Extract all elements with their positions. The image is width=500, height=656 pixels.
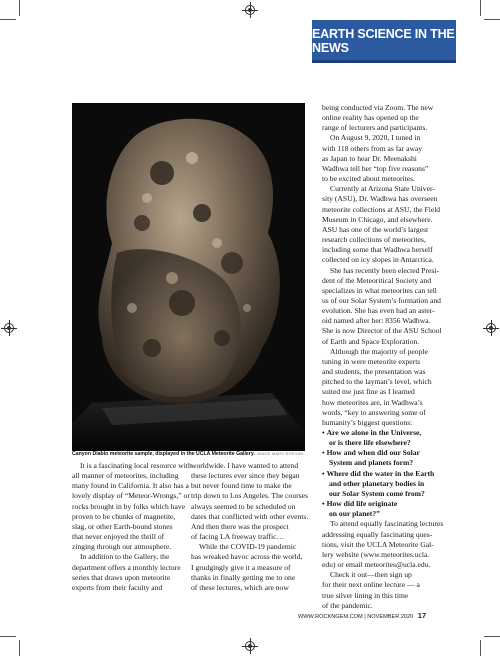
crop-mark [484,636,500,637]
text-line: worldwide. I have wanted to attend [191,461,299,470]
footer-separator: | [364,614,366,620]
text-line: words, “key to answering some of [322,407,426,417]
crop-mark [19,0,20,16]
text-line: Although the majority of people [330,346,428,356]
text-line: suited me just fine as I learned [322,387,415,397]
text-line: always seemed to be scheduled on [191,501,296,511]
banner-rule [312,60,456,63]
text-line: I grudgingly give it a measure of [191,562,291,572]
text-line: And then there was the prospect [191,521,289,531]
text-line: dent of the Meteoritical Society and [322,275,432,285]
text-line: dates that conflicted with other events. [191,511,309,521]
text-line: Check it out—then sign up [330,570,412,580]
text-line: us of our Solar System’s formation and [322,295,441,305]
text-line: humanity’s biggest questions: [322,417,413,427]
footer-issue: NOVEMBER 2020 [367,614,414,620]
text-line: While the COVID-19 pandemic [199,542,297,552]
question-list [322,428,452,519]
question-item: • Are we alone in the Universe, [322,428,452,438]
column-right-closing [322,519,452,610]
text-line: To attend equally fascinating lectures [330,519,444,529]
text-line: online reality has opened up the [322,113,419,123]
text-line: trip down to Los Angeles. The courses [191,491,308,501]
question-item: on our planet?” [329,509,380,519]
text-line: tuning in were meteorite experts [322,356,421,366]
registration-mark-icon [245,641,255,651]
registration-mark-icon [245,5,255,15]
crop-mark [0,636,16,637]
column-right [322,103,452,611]
question-item: • Where did the water in the Earth [322,469,452,479]
column-middle [191,461,309,593]
crop-mark [480,0,481,16]
text-line: On August 9, 2020, I tuned in [330,133,421,143]
text-line: being conducted via Zoom. The new [322,103,434,112]
text-line: with 118 others from as far away [322,143,423,153]
text-line: proven to be chunks of magnetite, [72,511,176,521]
text-line: but never found time to make the [191,481,292,491]
crop-mark [480,640,481,656]
crop-mark [484,19,500,20]
caption-text: Canyon Diablo meteorite sample, displayed in the UCLA Meteorite Gallery. [72,451,255,457]
text-line: department offers a monthly lecture [72,562,181,572]
text-line: all manner of meteorites, including [72,471,179,481]
text-line: of the pandemic. [322,600,373,610]
question-item: or is there life elsewhere? [329,438,411,448]
text-line: lery website (www.meteorites.ucla. [322,549,430,559]
text-line: zinging through our atmosphere. [72,542,172,552]
text-line: sity (ASU), Dr. Wadhwa has overseen [322,194,438,204]
text-line: as Japan to hear Dr. Meenakshi [322,153,417,163]
text-line: Wadhwa tell her “top five reasons” [322,163,429,173]
text-line: true silver lining in this time [322,590,409,600]
question-item: • How and when did our Solar [322,448,452,458]
text-line: edu) or email meteorites@ucla.edu. [322,560,431,570]
text-line: Currently at Arizona State Univer- [330,184,435,194]
photo-credit: IMAGE MARY ROSYAN [256,451,304,456]
text-line: She has recently been elected Presi- [330,265,440,275]
meteorite-image [72,103,305,451]
text-line: She is now Director of the ASU School [322,326,442,336]
column-middle-body [191,461,309,593]
question-item: • How did life originate [322,499,452,509]
text-line: how meteorites are, in Wadhwa’s [322,397,423,407]
crop-mark [19,640,20,656]
text-line: to be excited about meteorites. [322,174,415,184]
text-line: evolution. She has even had an aster- [322,306,435,316]
crop-mark [0,19,16,20]
text-line: addressing equally fascinating ques- [322,529,433,539]
text-line: slag, or other Earth-bound stones [72,521,173,531]
text-line: experts from their faculty and [72,582,163,592]
column-right-body [322,103,452,428]
text-line: including some that Wadhwa herself [322,245,433,255]
question-item: our Solar System come from? [329,488,425,498]
text-line: tions, visit the UCLA Meteorite Gal- [322,539,434,549]
text-line: for their next online lecture — a [322,580,420,590]
text-line: It is a fascinating local resource with [80,461,192,470]
meteorite-photo [72,103,305,451]
question-item: and other planetary bodies in [329,478,425,488]
text-line: of these lectures, which are now [191,582,289,592]
question-item: System and planets form? [329,458,414,468]
text-line: range of lecturers and participants. [322,123,428,133]
text-line: of facing LA freeway traffic… [191,532,285,542]
text-line: oid named after her: 8356 Wadhwa. [322,316,431,326]
text-line: many found in California. It also has a [72,481,189,491]
text-line: ASU has one of the world’s largest [322,224,429,234]
text-line: and students, the presentation was [322,367,426,377]
text-line: specializes in what meteorites can tell [322,285,437,295]
text-line: series that draws upon meteorite [72,572,171,582]
registration-mark-icon [4,323,14,333]
text-line: that never enjoyed the thrill of [72,532,165,542]
column-left-body [72,461,190,593]
page-footer [298,611,426,620]
text-line: of Earth and Space Exploration. [322,336,420,346]
text-line: rocks brought in by folks which have [72,501,186,511]
text-line: thanks in finally getting me to one [191,572,296,582]
text-line: these lectures ever since they began [191,471,300,481]
text-line: In addition to the Gallery, the [80,552,170,562]
text-line: lovely display of “Meteor-Wrongs,” or [72,491,190,501]
section-banner: EARTH SCIENCE IN THE NEWS [312,20,456,62]
text-line: pitched to the layman’s level, which [322,377,432,387]
column-left [72,461,190,593]
photo-caption [72,451,312,461]
text-line: Museum in Chicago, and elsewhere. [322,214,433,224]
text-line: meteorite collections at ASU, the Field [322,204,441,214]
registration-mark-icon [486,323,496,333]
page-number: 17 [417,611,427,620]
footer-url: WWW.ROCKNGEM.COM [298,614,363,620]
text-line: has wreaked havoc across the world, [191,552,303,562]
text-line: collected on icy slopes in Antarctica. [322,255,434,265]
text-line: research collections of meteorites, [322,235,426,245]
